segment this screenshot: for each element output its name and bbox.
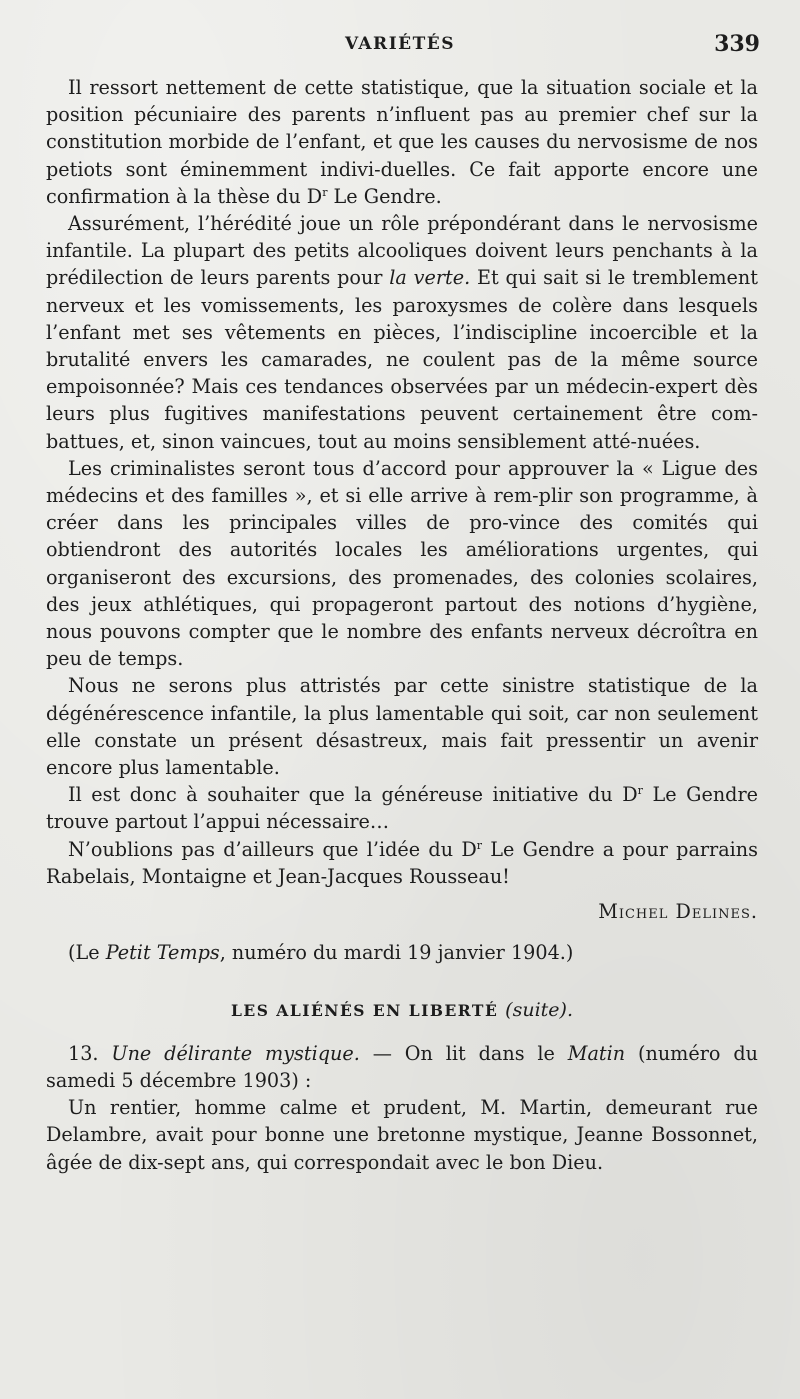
doctor-abbrev-sup: r [322, 185, 328, 199]
paragraph-last: Un rentier, homme calme et prudent, M. Martin, demeurant rue Delambre, avait pour bonne une bretonne mystique, Jeanne Bossonnet, âgée de dix-sept ans, qui correspondait avec le bon Dieu. [46, 1096, 758, 1174]
item-number: 13. [68, 1041, 112, 1065]
section-suite: (suite). [505, 998, 573, 1021]
paragraph-6 [46, 836, 758, 890]
paragraph-2-text-b: Et qui sait si le tremblement nerveux et les vomissements, les paroxysmes de colère dans lesquels l’enfant met ses vêtements en pièces, l’indiscipline incoercible et la brutalité envers les camarades, ne coulent pas de la même source empoisonnée? Mais ces tendances observées par un médecin-expert dès leurs plus fugitives manifestations peuvent certainement être com-battues, et, sinon vaincues, tout au moins sensiblement atté-nuées. [46, 266, 758, 453]
paragraph-2-text-a: Assurément, l’hérédité joue un rôle prépondérant dans le nervosisme infantile. La plupart des petits alcooliques doivent leurs penchants à la prédilection de leurs parents pour [46, 212, 758, 290]
paragraph-1 [46, 74, 758, 210]
item-title: Une délirante mystique. [111, 1041, 360, 1065]
doctor-abbrev-sup: r [637, 784, 643, 798]
paragraph-2 [46, 210, 758, 455]
page-number: 339 [714, 31, 760, 57]
citation-rest: , numéro du mardi 19 janvier 1904.) [219, 941, 574, 965]
paragraph-5-text-b: Le Gendre trouve partout l’appui nécessaire… [46, 783, 758, 834]
paragraph-2-italic: la verte. [389, 266, 471, 290]
doctor-abbrev-sup: r [476, 838, 482, 852]
citation-open: (Le [68, 941, 106, 965]
section-heading [46, 997, 758, 1024]
paragraph-6-text-a: N’oublions pas d’ailleurs que l’idée du D [68, 837, 477, 861]
running-title: VARIÉTÉS [345, 34, 455, 54]
paragraph-5 [46, 781, 758, 835]
author-signature: Michel Delines. [598, 900, 758, 924]
source-citation [46, 939, 758, 966]
body-text [46, 74, 758, 1176]
item-rest: (numéro du samedi 5 décembre 1903) : [46, 1041, 758, 1092]
paragraph-1-end: Le Gendre. [327, 184, 442, 208]
citation-journal: Petit Temps [105, 941, 220, 965]
paragraph-1-text: Il ressort nettement de cette statistique, que la situation sociale et la position pécuniaire des parents n’influent pas au premier chef sur la constitution morbide de l’enfant, et que les causes du nervosisme de nos petiots sont éminemment indivi-duelles. Ce fait apporte encore une confirmation à la thèse du D [46, 76, 758, 208]
paragraph-4: Nous ne serons plus attristés par cette sinistre statistique de la dégénérescence infantile, la plus lamentable qui soit, car non seulement elle constate un présent désastreux, mais fait pressentir un avenir encore plus lamentable. [46, 674, 758, 780]
item-lead: — On lit dans le [359, 1041, 568, 1065]
running-head [0, 31, 800, 64]
item-journal: Matin [567, 1041, 626, 1065]
section-title: LES ALIÉNÉS EN LIBERTÉ [231, 1000, 499, 1020]
paragraph-3: Les criminalistes seront tous d’accord pour approuver la « Ligue des médecins et des familles », et si elle arrive à rem-plir son programme, à créer dans les principales villes de pro-vince des comités qui obtiendront des autorités locales les améliorations urgentes, qui organiseront des excursions, des promenades, des colonies scolaires, des jeux athlétiques, qui propageront partout des notions d’hygiène, nous pouvons compter que le nombre des enfants nerveux décroîtra en peu de temps. [46, 456, 758, 671]
paragraph-5-text-a: Il est donc à souhaiter que la généreuse initiative du D [68, 783, 638, 807]
paragraph-6-text-b: Le Gendre a pour parrains Rabelais, Montaigne et Jean-Jacques Rousseau! [46, 837, 759, 888]
item-13 [46, 1040, 758, 1094]
